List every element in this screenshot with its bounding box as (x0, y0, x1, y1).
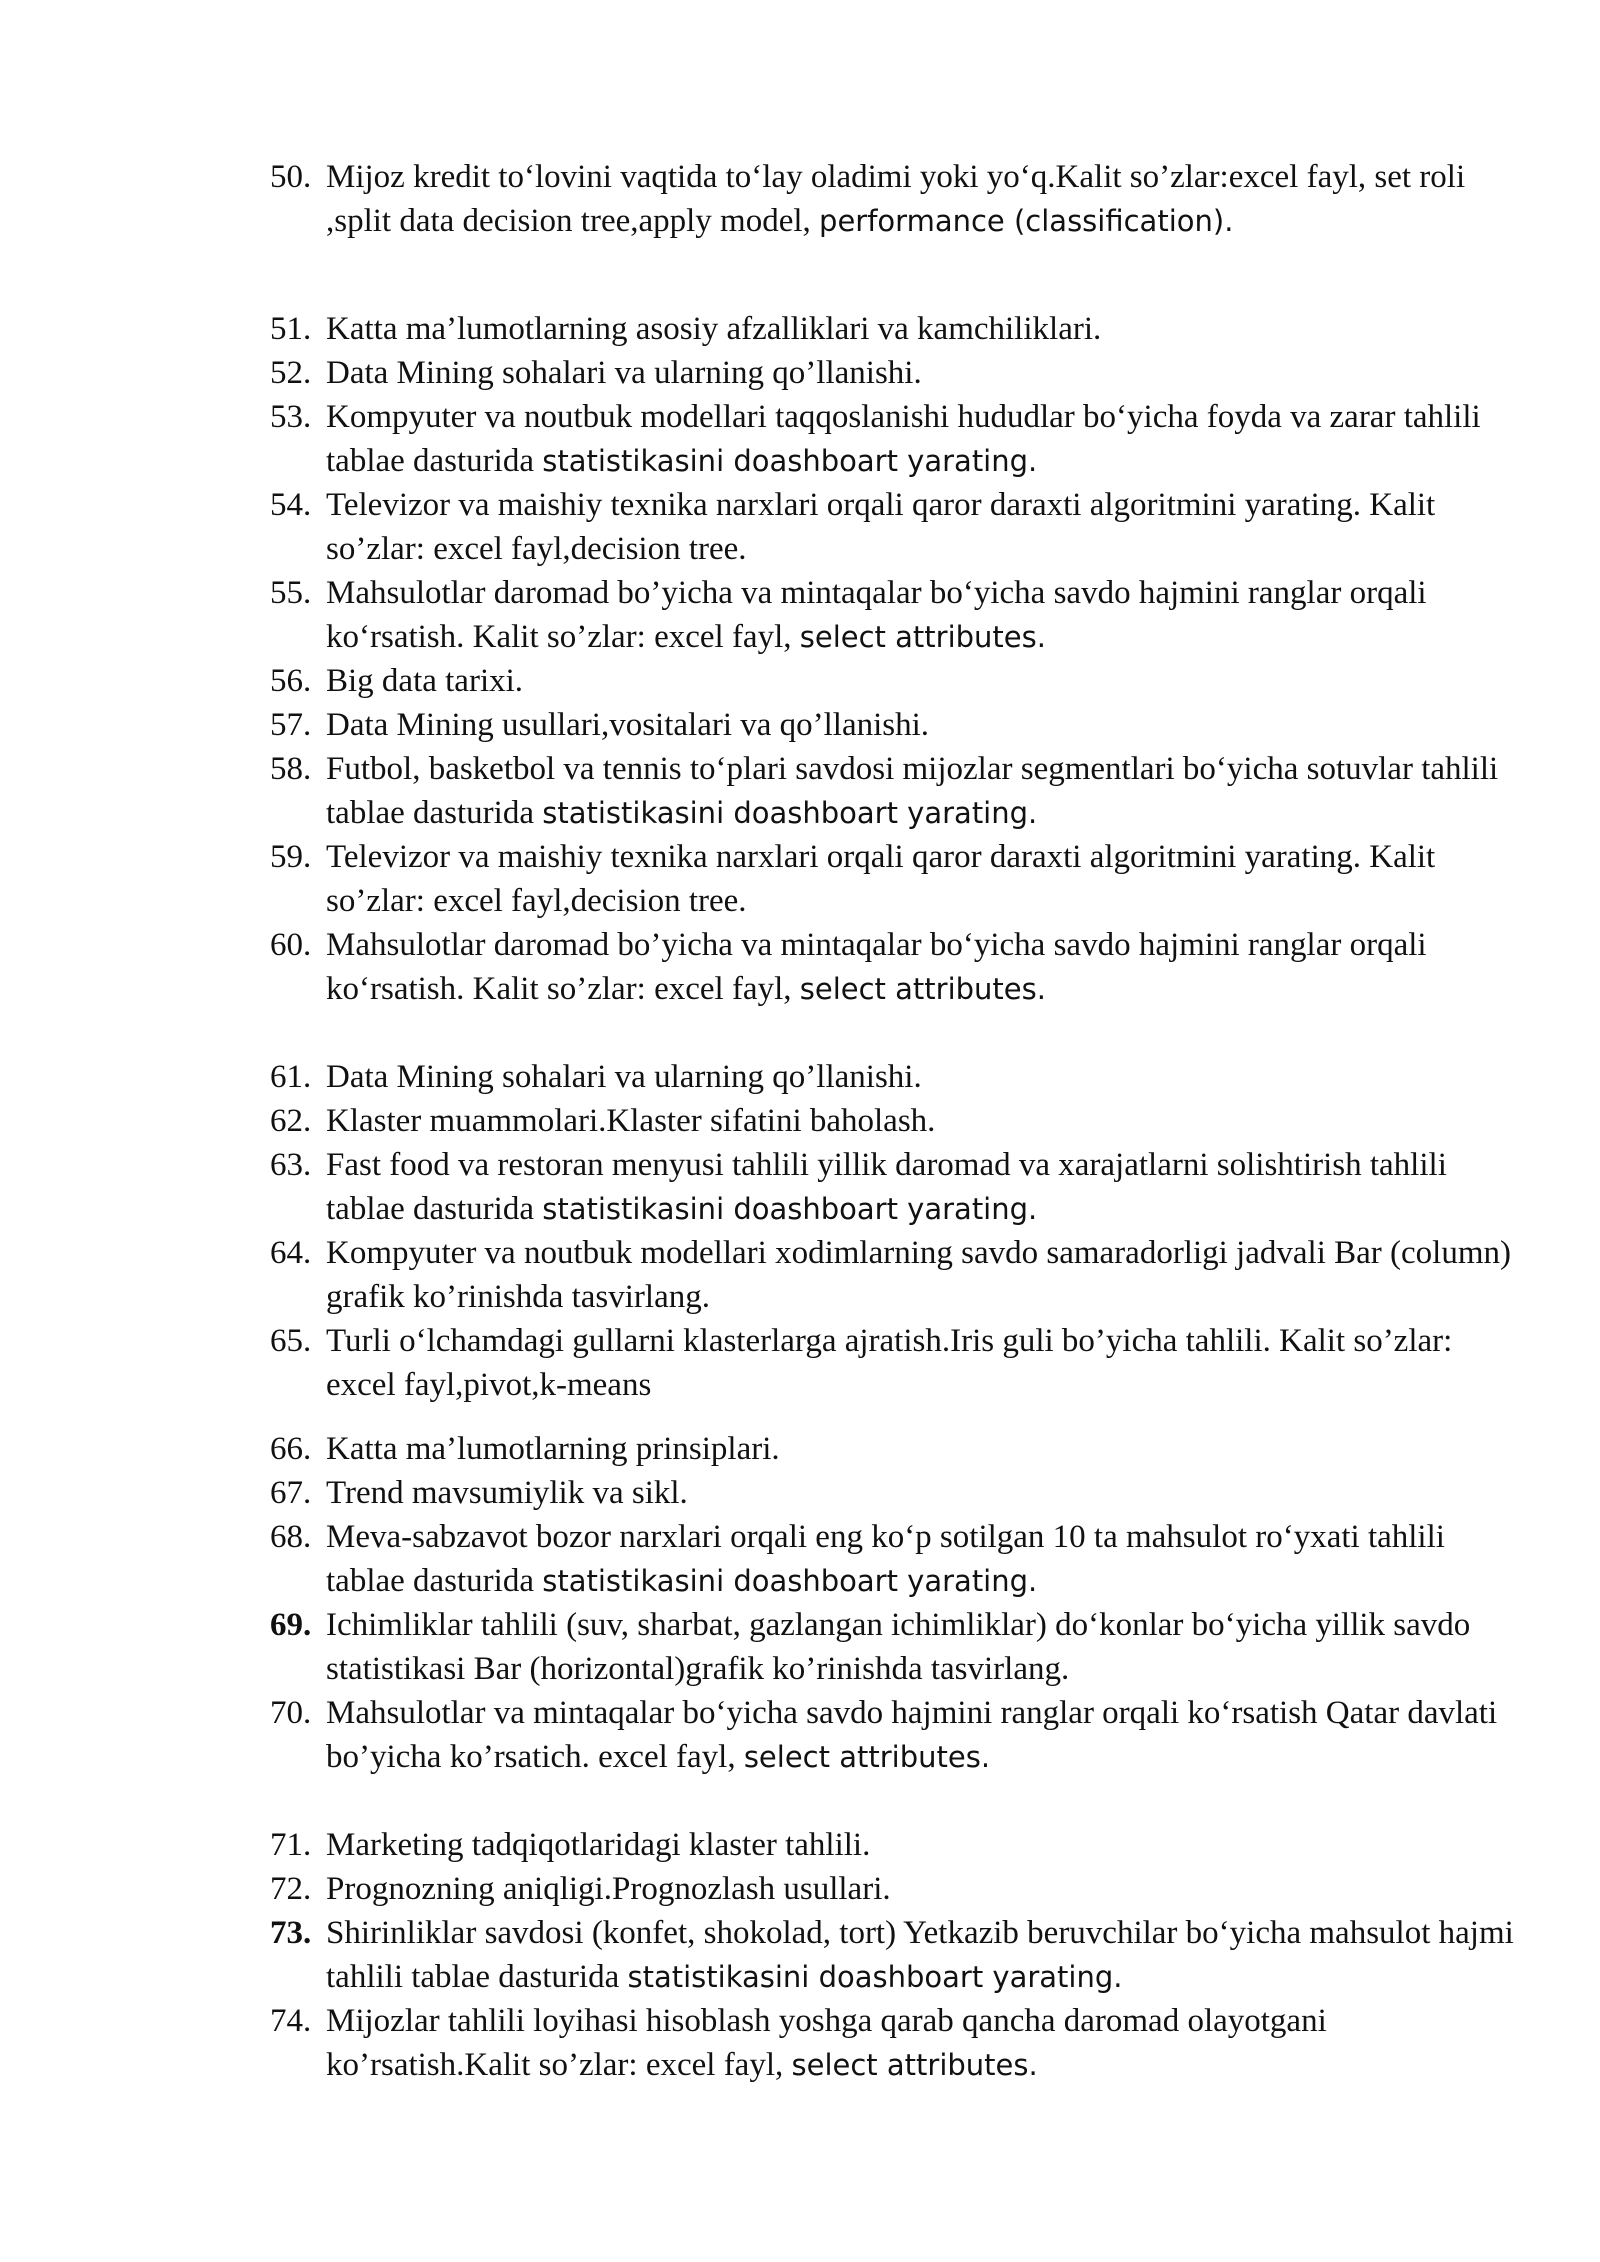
list-item (270, 1823, 1530, 1867)
list-item (270, 835, 1530, 923)
item-text-sans: select attributes. (743, 1740, 991, 1774)
item-number: 51. (270, 311, 312, 347)
item-text: Televizor va maishiy texnika narxlari orqali qaror daraxti algoritmini yarating. Kalit so’zlar: excel fayl,decision tree. (326, 839, 1436, 919)
item-text-sans: statistikasini doashboart yarating. (627, 1960, 1123, 1994)
item-number: 74. (270, 2003, 312, 2039)
item-text: Data Mining sohalari va ularning qo’llanishi. (326, 355, 922, 391)
item-text: Turli o‘lchamdagi gullarni klasterlarga ajratish.Iris guli bo’yicha tahlili. Kalit so’zlar: excel fayl,pivot,k-means (326, 1323, 1453, 1403)
item-text-sans: performance (classification). (819, 204, 1234, 238)
item-number: 73. (270, 1915, 312, 1951)
item-text: Meva-sabzavot bozor narxlari orqali eng ko‘p sotilgan 10 ta mahsulot ro‘yxati tahlili tablae dasturida (326, 1519, 1445, 1599)
item-text: Ichimliklar tahlili (suv, sharbat, gazlangan ichimliklar) do‘konlar bo‘yicha yillik savdo statistikasi Bar (horizontal)grafik ko’rinishda tasvirlang. (326, 1607, 1471, 1687)
list-item (270, 1099, 1530, 1143)
list-item (270, 1231, 1530, 1319)
item-number: 50. (270, 159, 312, 195)
item-number: 70. (270, 1695, 312, 1731)
item-number: 62. (270, 1103, 312, 1139)
item-number: 64. (270, 1235, 312, 1271)
item-text: Mijozlar tahlili loyihasi hisoblash yoshga qarab qancha daromad olayotgani ko’rsatish.Kalit so’zlar: excel fayl, (326, 2003, 1327, 2083)
item-text: Mahsulotlar daromad bo’yicha va mintaqalar bo‘yicha savdo hajmini ranglar orqali ko‘rsatish. Kalit so’zlar: excel fayl, (326, 927, 1427, 1007)
item-text: Mahsulotlar daromad bo’yicha va mintaqalar bo‘yicha savdo hajmini ranglar orqali ko‘rsatish. Kalit so’zlar: excel fayl, (326, 575, 1427, 655)
list-item (270, 703, 1530, 747)
item-text: Prognozning aniqligi.Prognozlash usullari. (326, 1871, 891, 1907)
item-text: Data Mining sohalari va ularning qo’llanishi. (326, 1059, 922, 1095)
item-number: 60. (270, 927, 312, 963)
item-text: Katta ma’lumotlarning prinsiplari. (326, 1431, 780, 1467)
list-item (270, 395, 1530, 483)
list-item (270, 923, 1530, 1011)
list-item (270, 1999, 1530, 2087)
list-item (270, 1143, 1530, 1231)
list-item (270, 155, 1530, 243)
item-number: 56. (270, 663, 312, 699)
item-text: Fast food va restoran menyusi tahlili yillik daromad va xarajatlarni solishtirish tahlili tablae dasturida (326, 1147, 1447, 1227)
item-text-sans: statistikasini doashboart yarating. (542, 796, 1038, 830)
item-text-sans: statistikasini doashboart yarating. (542, 1192, 1038, 1226)
item-number: 72. (270, 1871, 312, 1907)
item-text: Futbol, basketbol va tennis to‘plari savdosi mijozlar segmentlari bo‘yicha sotuvlar tahlili tablae dasturida (326, 751, 1499, 831)
item-text-sans: statistikasini doashboart yarating. (542, 444, 1038, 478)
list-item (270, 571, 1530, 659)
item-text: Televizor va maishiy texnika narxlari orqali qaror daraxti algoritmini yarating. Kalit so’zlar: excel fayl,decision tree. (326, 487, 1436, 567)
item-number: 58. (270, 751, 312, 787)
item-number: 63. (270, 1147, 312, 1183)
list-item (270, 1055, 1530, 1099)
item-text: Big data tarixi. (326, 663, 524, 699)
item-text-sans: select attributes. (799, 972, 1046, 1006)
item-text: Kompyuter va noutbuk modellari xodimlarning savdo samaradorligi jadvali Bar (column) grafik ko’rinishda tasvirlang. (326, 1235, 1511, 1315)
item-text: Trend mavsumiylik va sikl. (326, 1475, 688, 1511)
item-number: 66. (270, 1431, 312, 1467)
item-text: Kompyuter va noutbuk modellari taqqoslanishi hududlar bo‘yicha foyda va zarar tahlili tablae dasturida (326, 399, 1481, 479)
list-item (270, 1603, 1530, 1691)
question-list (270, 155, 1530, 2087)
item-number: 54. (270, 487, 312, 523)
list-item (270, 1867, 1530, 1911)
item-number: 57. (270, 707, 312, 743)
list-item (270, 351, 1530, 395)
list-item (270, 1319, 1530, 1407)
item-number: 61. (270, 1059, 312, 1095)
list-item (270, 659, 1530, 703)
item-text: Marketing tadqiqotlaridagi klaster tahlili. (326, 1827, 871, 1863)
item-text: Shirinliklar savdosi (konfet, shokolad, tort) Yetkazib beruvchilar bo‘yicha mahsulot hajmi tahlili tablae dasturida (326, 1915, 1514, 1995)
item-number: 67. (270, 1475, 312, 1511)
item-text-sans: select attributes. (791, 2048, 1038, 2082)
list-item (270, 747, 1530, 835)
item-number: 65. (270, 1323, 312, 1359)
list-item (270, 1515, 1530, 1603)
item-number: 55. (270, 575, 312, 611)
item-text: Katta ma’lumotlarning asosiy afzalliklari va kamchiliklari. (326, 311, 1102, 347)
item-number: 68. (270, 1519, 312, 1555)
item-text-sans: select attributes. (799, 620, 1046, 654)
item-text: Data Mining usullari,vositalari va qo’llanishi. (326, 707, 930, 743)
list-item (270, 1911, 1530, 1999)
item-text: Klaster muammolari.Klaster sifatini baholash. (326, 1103, 936, 1139)
list-item (270, 1471, 1530, 1515)
item-number: 53. (270, 399, 312, 435)
list-item (270, 1691, 1530, 1779)
list-item (270, 1427, 1530, 1471)
item-text-sans: statistikasini doashboart yarating. (542, 1564, 1038, 1598)
list-item (270, 307, 1530, 351)
item-text: Mahsulotlar va mintaqalar bo‘yicha savdo hajmini ranglar orqali ko‘rsatish Qatar davlati bo’yicha ko’rsatich. excel fayl, (326, 1695, 1498, 1775)
item-number: 71. (270, 1827, 312, 1863)
item-text: Mijoz kredit to‘lovini vaqtida to‘lay oladimi yoki yo‘q.Kalit so’zlar:excel fayl, set roli ,split data decision tree,apply model, (326, 159, 1466, 239)
item-number: 69. (270, 1607, 312, 1643)
item-number: 52. (270, 355, 312, 391)
item-number: 59. (270, 839, 312, 875)
list-item (270, 483, 1530, 571)
